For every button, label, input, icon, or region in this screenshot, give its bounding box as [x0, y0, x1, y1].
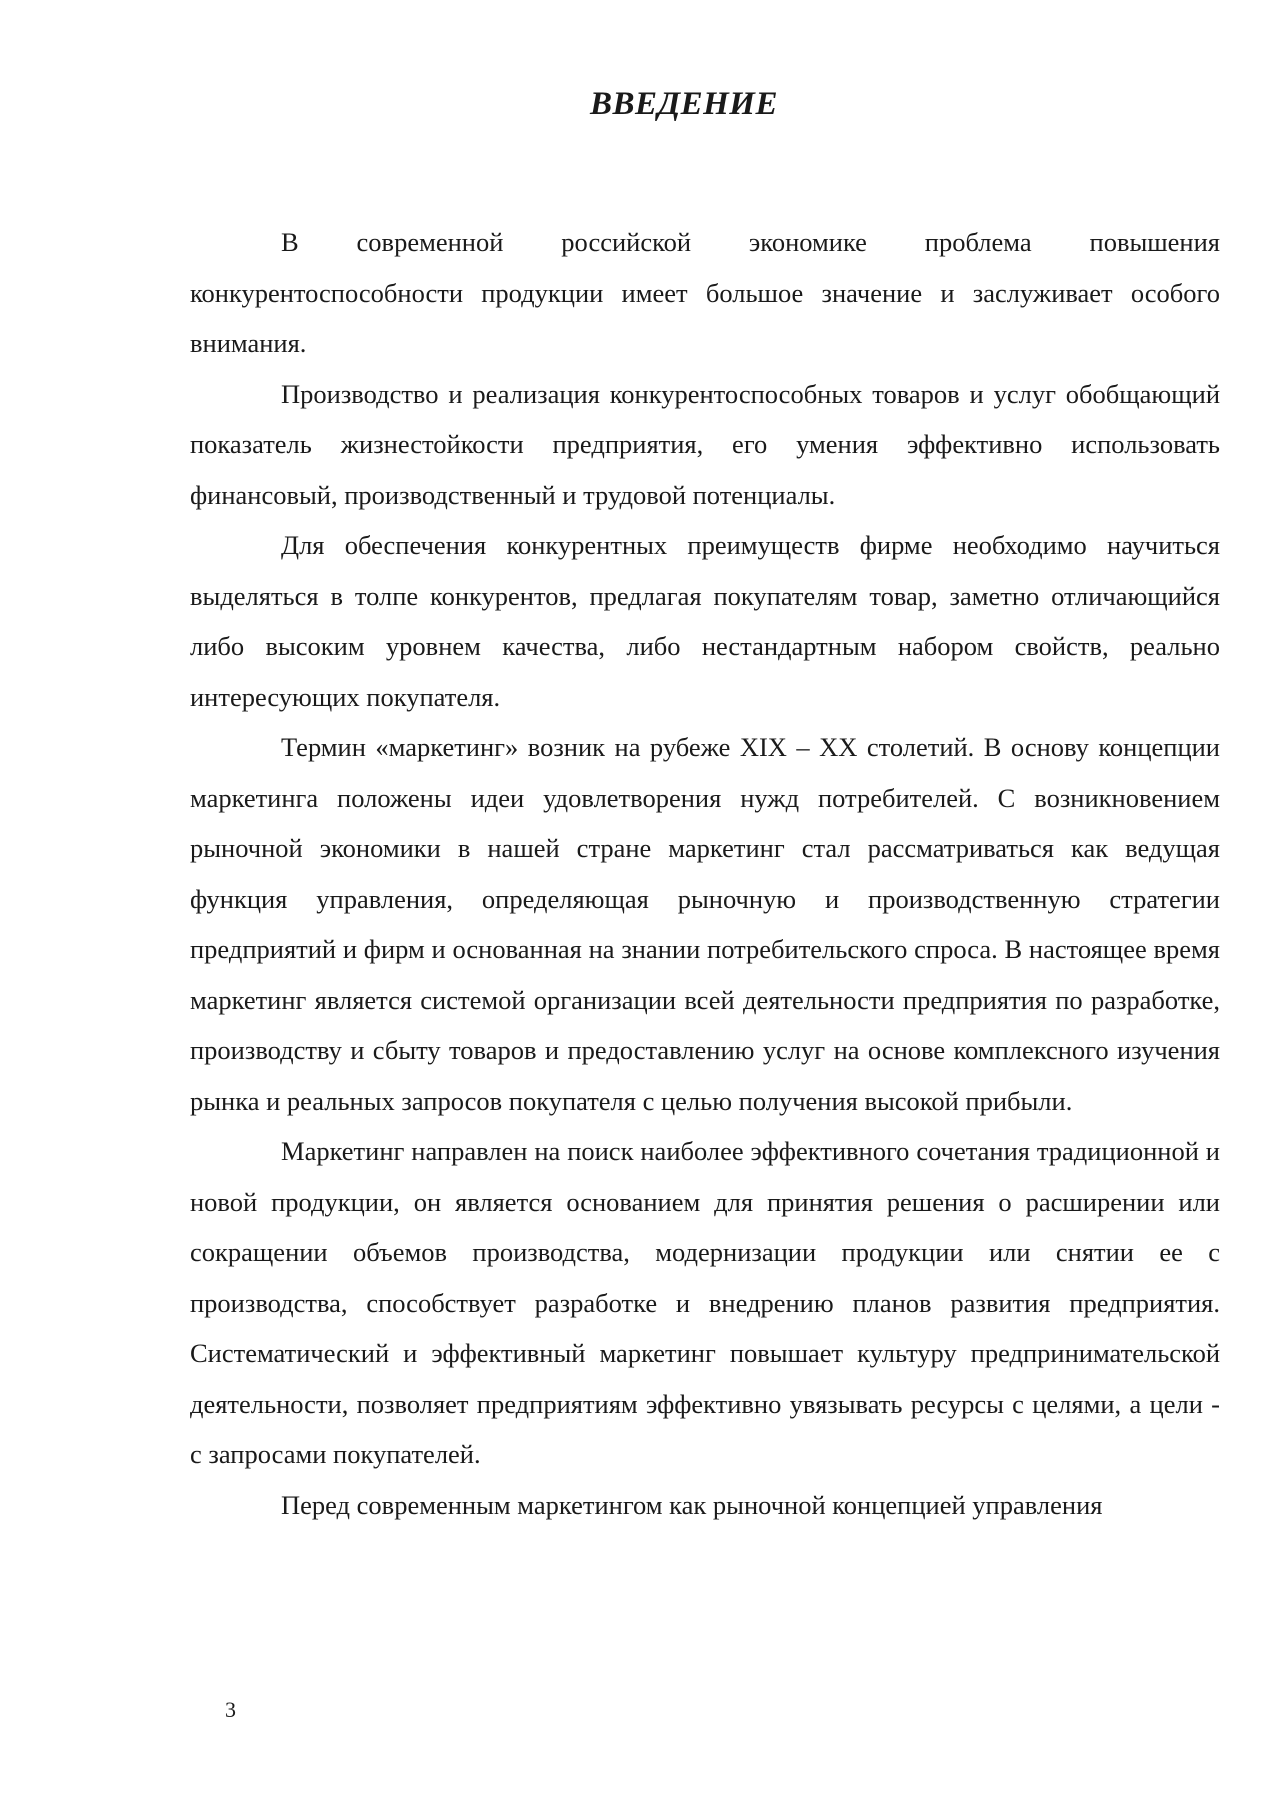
paragraph-production: Производство и реализация конкурентоспособных товаров и услуг обобщающий показатель жизнестойкости предприятия, его умения эффективно использовать финансовый, производственный и трудовой потенциалы. [190, 378, 1220, 510]
page-number: 3 [225, 1697, 236, 1722]
paragraph-intro: В современной российской экономике проблема повышения конкурентоспособности продукции имеет большое значение и заслуживает особого внимания. [190, 227, 1220, 358]
paragraph-marketing-goals: Маркетинг направлен на поиск наиболее эффективного сочетания традиционной и новой продукции, он является основанием для принятия решения о расширении или сокращении объемов производства, модернизации продукции или снятии ее с производства, способствует разработке и внедрению планов развития предприятия. Систематический и эффективный маркетинг повышает культуру предпринимательской деятельности, позволяет предприятиям эффективно увязывать ресурсы с целями, а цели - с запросами покупателей. [190, 1136, 1220, 1469]
paragraph-marketing-term: Термин «маркетинг» возник на рубеже XIX – XX столетий. В основу концепции маркетинга положены идеи удовлетворения нужд потребителей. С возникновением рыночной экономики в нашей стране маркетинг стал рассматриваться как ведущая функция управления, определяющая рыночную и производственную стратегии предприятий и фирм и основанная на знании потребительского спроса. В настоящее время маркетинг является системой организации всей деятельности предприятия по разработке, производству и сбыту товаров и предоставлению услуг на основе комплексного изучения рынка и реальных запросов покупателя с целью получения высокой прибыли. [190, 732, 1220, 1116]
document-body [190, 217, 1220, 1530]
paragraph-competitive-advantage: Для обеспечения конкурентных преимуществ фирме необходимо научиться выделяться в толпе конкурентов, предлагая покупателям товар, заметно отличающийся либо высоким уровнем качества, либо нестандартным набором свойств, реально интересующих покупателя. [190, 530, 1220, 712]
paragraph-continuation: Перед современным маркетингом как рыночной концепцией управления [281, 1489, 1103, 1520]
page-title: ВВЕДЕНИЕ [590, 86, 778, 122]
